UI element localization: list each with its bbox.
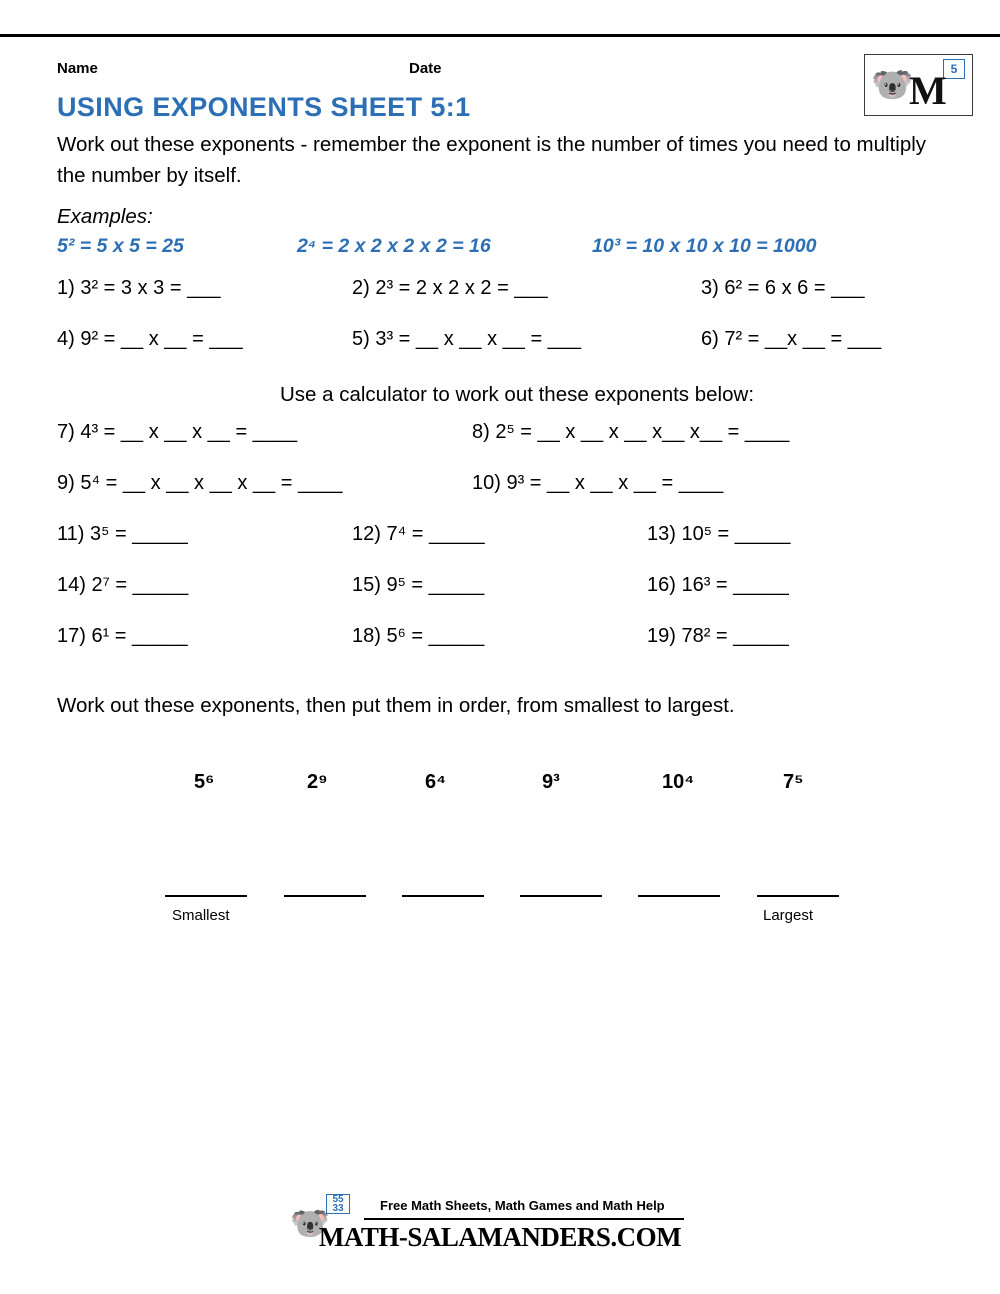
answer-blank-6[interactable] bbox=[757, 881, 839, 897]
question-3: 3) 6² = 6 x 6 = ___ bbox=[701, 277, 865, 299]
page-title: USING EXPONENTS SHEET 5:1 bbox=[57, 92, 471, 122]
question-row-6 bbox=[57, 574, 947, 625]
question-row-7 bbox=[57, 625, 947, 676]
example-3: 10³ = 10 x 10 x 10 = 1000 bbox=[592, 235, 817, 257]
question-8: 8) 2⁵ = __ x __ x __ x__ x__ = ____ bbox=[472, 421, 790, 443]
question-4: 4) 9² = __ x __ = ___ bbox=[57, 328, 243, 350]
worksheet-content bbox=[57, 52, 958, 931]
calculator-note: Use a calculator to work out these exponents below: bbox=[279, 383, 755, 406]
question-9: 9) 5⁴ = __ x __ x __ x __ = ____ bbox=[57, 472, 343, 494]
question-19: 19) 78² = _____ bbox=[647, 625, 789, 647]
question-5: 5) 3³ = __ x __ x __ = ___ bbox=[352, 328, 582, 350]
answer-blank-1[interactable] bbox=[165, 881, 247, 897]
order-term-1: 5⁶ bbox=[194, 771, 215, 793]
page-footer bbox=[0, 1190, 1000, 1275]
answer-blank-4[interactable] bbox=[520, 881, 602, 897]
question-2: 2) 2³ = 2 x 2 x 2 = ___ bbox=[352, 277, 548, 299]
answer-blanks-row bbox=[57, 881, 947, 907]
question-16: 16) 16³ = _____ bbox=[647, 574, 789, 596]
footer-badge: 55 33 bbox=[326, 1194, 350, 1214]
question-13: 13) 10⁵ = _____ bbox=[647, 523, 791, 545]
question-row-3 bbox=[57, 421, 947, 472]
answer-blank-2[interactable] bbox=[284, 881, 366, 897]
question-7: 7) 4³ = __ x __ x __ = ____ bbox=[57, 421, 298, 443]
question-6: 6) 7² = __x __ = ___ bbox=[701, 328, 882, 350]
footer-url: MATH-SALAMANDERS.COM bbox=[318, 1222, 682, 1252]
question-10: 10) 9³ = __ x __ x __ = ____ bbox=[472, 472, 724, 494]
question-row-2 bbox=[57, 328, 947, 379]
question-row-4 bbox=[57, 472, 947, 523]
question-14: 14) 2⁷ = _____ bbox=[57, 574, 189, 596]
logo-letter: M bbox=[909, 68, 947, 113]
intro-text: Work out these exponents - remember the exponent is the number of times you need to multiply the number by itself. bbox=[57, 133, 927, 187]
order-term-3: 6⁴ bbox=[425, 771, 447, 793]
largest-label: Largest bbox=[763, 907, 814, 924]
order-term-5: 10⁴ bbox=[662, 771, 695, 793]
examples-label: Examples: bbox=[57, 205, 153, 228]
question-15: 15) 9⁵ = _____ bbox=[352, 574, 485, 596]
name-label: Name bbox=[57, 60, 98, 77]
giraffe-icon: 🐨 bbox=[871, 66, 914, 104]
footer-tagline: Free Math Sheets, Math Games and Math Help bbox=[380, 1198, 665, 1213]
grade-badge: 5 bbox=[943, 59, 965, 79]
question-11: 11) 3⁵ = _____ bbox=[57, 523, 188, 545]
order-term-2: 2⁹ bbox=[307, 771, 328, 793]
answer-blank-3[interactable] bbox=[402, 881, 484, 897]
example-1: 5² = 5 x 5 = 25 bbox=[57, 235, 184, 257]
question-row-5 bbox=[57, 523, 947, 574]
date-label: Date bbox=[409, 60, 442, 77]
order-term-6: 7⁵ bbox=[783, 771, 804, 793]
example-2: 2⁴ = 2 x 2 x 2 x 2 = 16 bbox=[297, 235, 491, 257]
order-labels-row bbox=[57, 907, 947, 931]
order-term-4: 9³ bbox=[542, 771, 560, 793]
question-row-1 bbox=[57, 277, 947, 328]
order-terms-row bbox=[57, 771, 947, 811]
question-18: 18) 5⁶ = _____ bbox=[352, 625, 485, 647]
giraffe-icon: 🐨 bbox=[290, 1205, 330, 1241]
closing-instruction: Work out these exponents, then put them in order, from smallest to largest. bbox=[57, 694, 735, 717]
question-17: 17) 6¹ = _____ bbox=[57, 625, 188, 647]
footer-divider bbox=[364, 1218, 684, 1220]
examples-row bbox=[57, 235, 947, 261]
top-divider bbox=[0, 34, 1000, 37]
smallest-label: Smallest bbox=[172, 907, 230, 924]
answer-blank-5[interactable] bbox=[638, 881, 720, 897]
question-12: 12) 7⁴ = _____ bbox=[352, 523, 485, 545]
math-salamanders-logo bbox=[864, 54, 973, 116]
question-1: 1) 3² = 3 x 3 = ___ bbox=[57, 277, 221, 299]
